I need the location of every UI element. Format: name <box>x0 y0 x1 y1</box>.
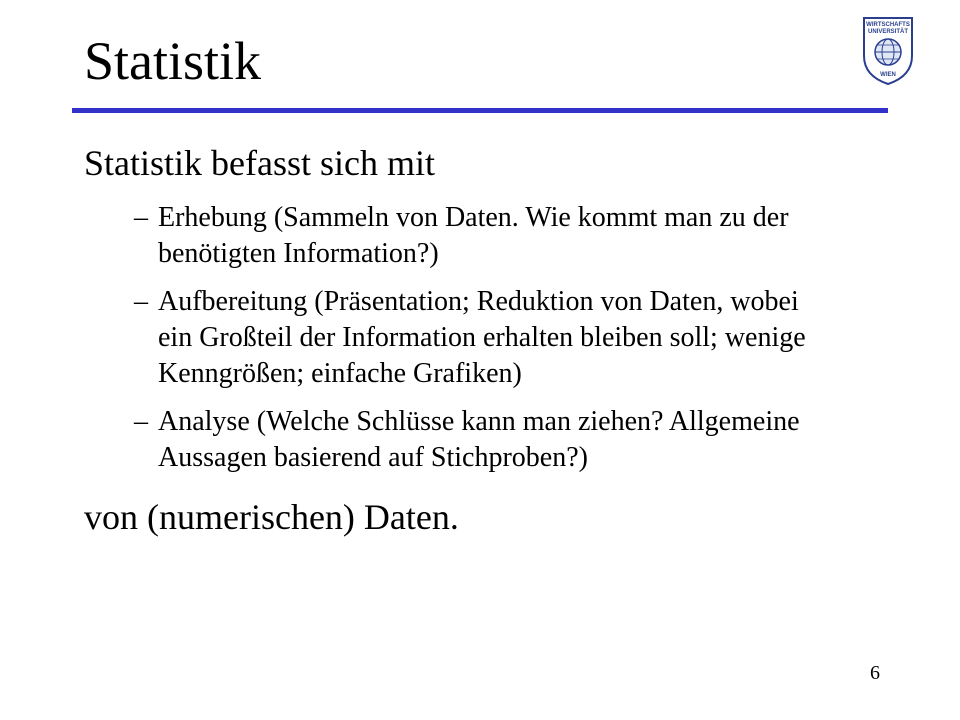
bullet-list <box>84 200 884 476</box>
bullet-dash: – <box>134 406 148 437</box>
page-number: 6 <box>870 662 880 684</box>
slide-title: Statistik <box>84 31 262 91</box>
closing-text: von (numerischen) Daten. <box>84 497 459 537</box>
bullet-dash: – <box>134 286 148 317</box>
university-seal-icon <box>858 14 918 86</box>
slide-content <box>84 140 884 540</box>
bullet-item <box>84 404 838 476</box>
logo-line1: WIRTSCHAFTS <box>866 22 910 28</box>
bullet-item <box>84 284 838 392</box>
bullet-item <box>84 200 838 272</box>
title-divider <box>72 108 888 113</box>
logo-line3: WIEN <box>880 72 896 78</box>
logo-line2: UNIVERSITÄT <box>867 29 909 35</box>
bullet-dash: – <box>134 202 148 233</box>
bullet-text: Erhebung (Sammeln von Daten. Wie kommt man zu der benötigten Information?) <box>158 202 789 269</box>
bullet-text: Analyse (Welche Schlüsse kann man ziehen? Allgemeine Aussagen basierend auf Stichproben?) <box>158 406 800 473</box>
bullet-text: Aufbereitung (Präsentation; Reduktion von Daten, wobei ein Großteil der Information erhalten bleiben soll; wenige Kenngrößen; einfache Grafiken) <box>158 286 806 389</box>
lead-text: Statistik befasst sich mit <box>84 143 435 183</box>
